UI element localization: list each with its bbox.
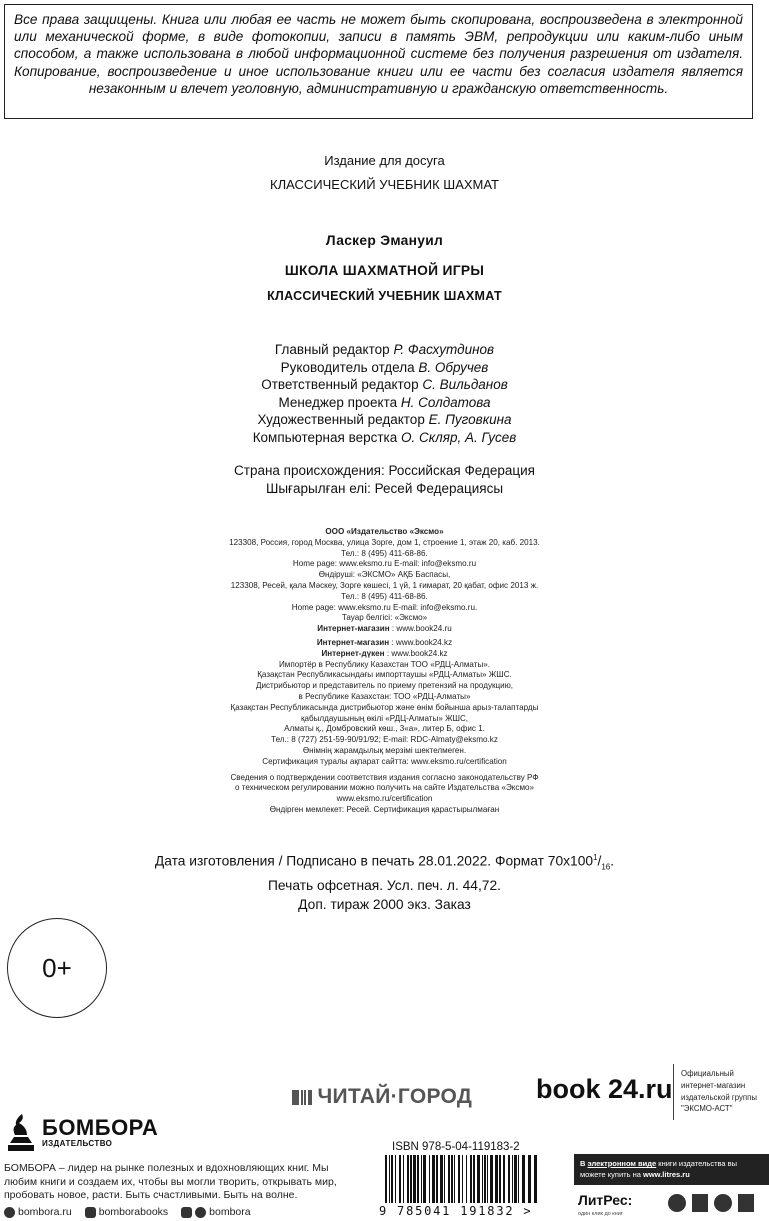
book-subtitle: КЛАССИЧЕСКИЙ УЧЕБНИК ШАХМАТ <box>267 289 502 303</box>
publisher-name: ООО «Издательство «Эксмо» <box>325 527 444 536</box>
print-type-line: Печать офсетная. Усл. печ. л. 44,72. <box>268 878 501 894</box>
book-title: ШКОЛА ШАХМАТНОЙ ИГРЫ <box>284 263 485 278</box>
bombora-logo: БОМБОРА ИЗДАТЕЛЬСТВО <box>4 1110 158 1154</box>
credits-block <box>0 341 769 446</box>
credit-line: Руководитель отдела В. Обручев <box>280 359 489 375</box>
print-run-line: Доп. тираж 2000 экз. Заказ <box>298 897 471 913</box>
author-name: Ласкер Эмануил <box>325 233 444 248</box>
edition-type: Издание для досуга <box>324 153 445 168</box>
origin-kz: Шығарылған елі: Ресей Федерациясы <box>265 480 504 496</box>
bombora-tagline: БОМБОРА – лидер на рынке полезных и вдохновляющих книг. Мы любим книги и создаем их, чтобы вы могли творить, открывать мир, пробовать новое, расти. Быть счастливыми. Быть на волне. <box>4 1162 337 1202</box>
credit-line: Главный редактор Р. Фасхутдинов <box>274 342 495 357</box>
bombora-social-links <box>4 1206 251 1218</box>
credit-line: Художественный редактор Е. Пуговкина <box>257 412 512 427</box>
apple-icon <box>668 1194 686 1212</box>
origin-ru: Страна происхождения: Российская Федерация <box>234 463 535 478</box>
credit-line: Менеджер проекта Н. Солдатова <box>278 394 491 410</box>
book24-logo: book 24.ru <box>536 1074 673 1104</box>
credit-line: Компьютерная верстка О. Скляр, А. Гусев <box>252 429 517 445</box>
credit-line: Ответственный редактор С. Вильданов <box>261 377 508 392</box>
print-date-line: Дата изготовления / Подписано в печать 28.01.2022. Формат $70x100^1/_{16}$. <box>154 853 615 872</box>
divider <box>673 1064 674 1120</box>
isbn: ISBN 978-5-04-119183-2 <box>392 1141 520 1153</box>
imprint-block: ООО «Издательство «Эксмо» 123308, Россия, город Москва, улица Зорге, дом 1, строение 1, этаж 20, каб. 2013. Тел.: 8 (495) 411-68-86. Home page: www.eksmo.ru E-mail: info@eksmo.ru Өндіруші: «ЭКСМО» АҚБ Баспасы, 123308, Ресей, қала Мәскеу, Зорге көшесі, 1 үй, 1 ғимарат, 20 қабат, офис 2013 ж. Тел.: 8 (495) 411-68-86. Home page: www.eksmo.ru E-mail: info@eksmo.ru. Тауар белгісі: «Эксмо» Интернет-магазин : www.book24.ru Интернет-магазин : www.book24.kz Интернет-дүкен : www.book24.kz Импортёр в Республику Казахстан ТОО «РДЦ-Алматы». Қазақстан Республикасындағы импорттаушы «РДЦ-Алматы» ЖШС. Дистрибьютор и представитель по приему претензий на продукцию, в Республике Казахстан: ТОО «РДЦ-Алматы» Қазақстан Республикасында дистрибьютор және өнім бойынша арыз-талаптарды қабылдаушының өкілі «РДЦ-Алматы» ЖШС, Алматы қ., Домбровский көш., 3«а», литер Б, офис 1. Тел.: 8 (727) 251-59-90/91/92; E-mail: RDC-Almaty@eksmo.kz Өнімнің жарамдылық мерзімі шектелмеген. Сертификация туралы ақпарат сайтта: www.eksmo.ru/certification Сведения о подтверждении соответствия издания согласно законодательству РФ о техническом регулировании можно получить на сайте Издательства «Эксмо» www.eksmo.ru/certification Өндірген мемлекет: Ресей. Сертификация қарастырылмаған <box>229 527 540 814</box>
series-name: КЛАССИЧЕСКИЙ УЧЕБНИК ШАХМАТ <box>270 177 499 192</box>
at-icon <box>4 1207 15 1218</box>
barcode-icon <box>385 1155 543 1205</box>
print-info-block <box>0 848 769 914</box>
social-vk: bomborabooks <box>85 1206 168 1218</box>
windows-phone-icon <box>714 1194 732 1212</box>
barcode-digits: 9 785041 191832 > <box>379 1204 533 1218</box>
wave-emblem-icon <box>4 1111 38 1153</box>
windows-icon <box>738 1194 754 1212</box>
book24-description: Официальный интернет-магазин издательской группы "ЭКСМО-АСТ" <box>681 1069 757 1114</box>
social-tg: bombora <box>181 1206 250 1218</box>
vk-icon <box>85 1207 96 1218</box>
litres-slogan: один клик до книг <box>578 1211 623 1217</box>
telegram-icon <box>181 1207 192 1218</box>
social-site: bombora.ru <box>4 1206 72 1218</box>
origin-block <box>0 462 769 497</box>
rights-notice-box <box>4 4 753 119</box>
android-icon <box>692 1194 708 1212</box>
youtube-icon <box>195 1207 206 1218</box>
platform-icons <box>668 1194 754 1212</box>
litres-logo: ЛитРес: <box>578 1192 633 1208</box>
age-rating-badge: 0+ <box>7 918 107 1018</box>
rights-notice-text: Все права защищены. Книга или любая ее часть не может быть скопирована, воспроизведена в электронной или механической форме, в виде фотокопии, записи в память ЭВМ, репродукции или каким-либо иным способом, а также использована в любой информационной системе без получения разрешения от издателя. Копирование, воспроизведение и иное использование книги или ее части без согласия издателя является незаконным и влечет уголовную, административную и гражданскую ответственность. <box>14 12 743 96</box>
chitai-gorod-bars-icon <box>292 1088 312 1106</box>
litres-banner: В электронном виде книги издательства вы можете купить на www.litres.ru <box>574 1154 769 1185</box>
chitai-gorod-logo: ЧИТАЙ·ГОРОД <box>292 1083 472 1111</box>
